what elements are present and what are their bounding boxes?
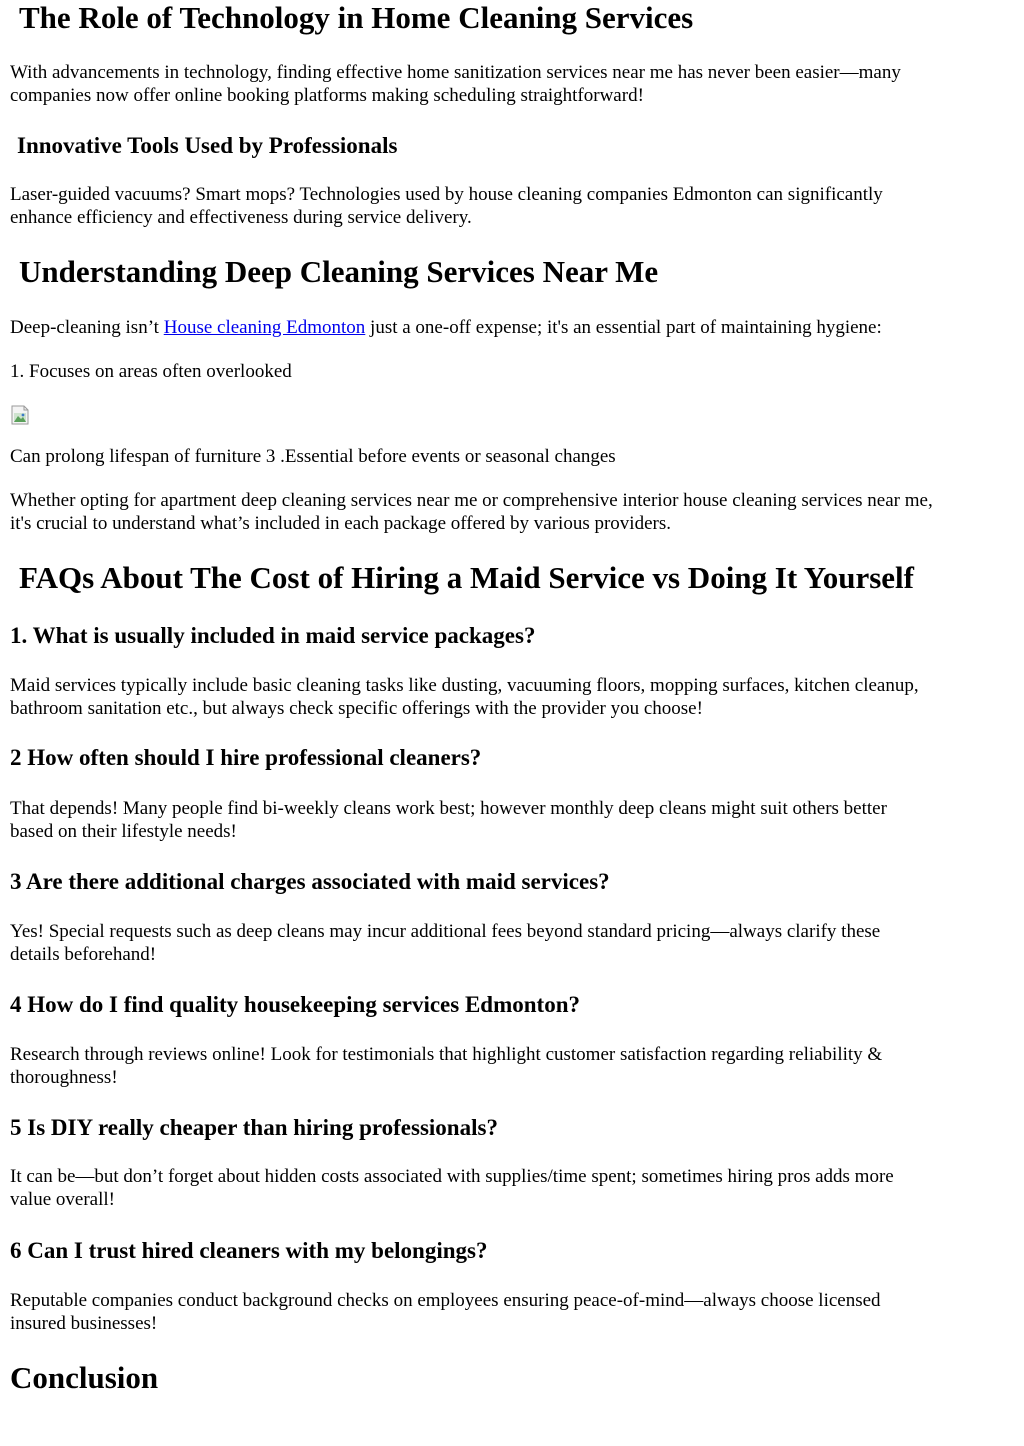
subheading-innovative-tools: Innovative Tools Used by Professionals <box>17 133 398 158</box>
faq-answer-5-line-1: It can be—but don’t forget about hidden costs associated with supplies/time spent; sometimes hiring pros adds more <box>10 1166 894 1187</box>
paragraph-deep-intro <box>10 316 882 339</box>
faq-answer-3-line-1: Yes! Special requests such as deep cleans may incur additional fees beyond standard pricing—always clarify these <box>10 921 881 942</box>
paragraph-deep-line-2: it's crucial to understand what’s included in each package offered by various providers. <box>10 513 671 534</box>
faq-question-6: 6 Can I trust hired cleaners with my belongings? <box>10 1238 488 1263</box>
paragraph-tools-line-2: enhance efficiency and effectiveness during service delivery. <box>10 207 472 228</box>
paragraph-technology-line-1: With advancements in technology, finding effective home sanitization services near me has never been easier—many <box>10 62 901 83</box>
faq-answer-4-line-2: thoroughness! <box>10 1067 118 1088</box>
list-item-1: 1. Focuses on areas often overlooked <box>10 361 292 382</box>
faq-question-2: 2 How often should I hire professional cleaners? <box>10 745 482 770</box>
faq-answer-3-line-2: details beforehand! <box>10 944 157 965</box>
heading-conclusion: Conclusion <box>10 1360 159 1395</box>
faq-question-4: 4 How do I find quality housekeeping services Edmonton? <box>10 992 580 1017</box>
faq-answer-1-line-1: Maid services typically include basic cleaning tasks like dusting, vacuuming floors, mopping surfaces, kitchen cleanup, <box>10 675 919 696</box>
faq-question-1: 1. What is usually included in maid service packages? <box>10 623 536 648</box>
house-cleaning-edmonton-link[interactable]: House cleaning Edmonton <box>163 317 366 338</box>
intro-text-after: just a one-off expense; it's an essential part of maintaining hygiene: <box>365 317 882 338</box>
faq-answer-6-line-1: Reputable companies conduct background checks on employees ensuring peace-of-mind—always choose licensed <box>10 1290 881 1311</box>
broken-image-icon <box>10 404 32 426</box>
faq-answer-6-line-2: insured businesses! <box>10 1313 158 1334</box>
faq-answer-4-line-1: Research through reviews online! Look for testimonials that highlight customer satisfaction regarding reliability & <box>10 1044 883 1065</box>
paragraph-technology-line-2: companies now offer online booking platforms making scheduling straightforward! <box>10 85 644 106</box>
paragraph-tools-line-1: Laser-guided vacuums? Smart mops? Technologies used by house cleaning companies Edmonton can significantly <box>10 184 883 205</box>
heading-faqs: FAQs About The Cost of Hiring a Maid Service vs Doing It Yourself <box>19 560 914 595</box>
faq-answer-1-line-2: bathroom sanitation etc., but always check specific offerings with the provider you choose! <box>10 698 703 719</box>
paragraph-deep-line-1: Whether opting for apartment deep cleaning services near me or comprehensive interior house cleaning services near me, <box>10 490 933 511</box>
faq-question-5: 5 Is DIY really cheaper than hiring professionals? <box>10 1115 498 1140</box>
heading-technology: The Role of Technology in Home Cleaning Services <box>19 0 694 35</box>
heading-deep-cleaning: Understanding Deep Cleaning Services Near Me <box>19 254 659 289</box>
paragraph-after-image: Can prolong lifespan of furniture 3 .Essential before events or seasonal changes <box>10 446 616 467</box>
intro-text-before: Deep-cleaning isn’t <box>10 317 164 338</box>
faq-answer-5-line-2: value overall! <box>10 1189 115 1210</box>
faq-answer-2-line-2: based on their lifestyle needs! <box>10 821 237 842</box>
faq-question-3: 3 Are there additional charges associated with maid services? <box>10 869 610 894</box>
faq-answer-2-line-1: That depends! Many people find bi-weekly cleans work best; however monthly deep cleans might suit others better <box>10 798 887 819</box>
